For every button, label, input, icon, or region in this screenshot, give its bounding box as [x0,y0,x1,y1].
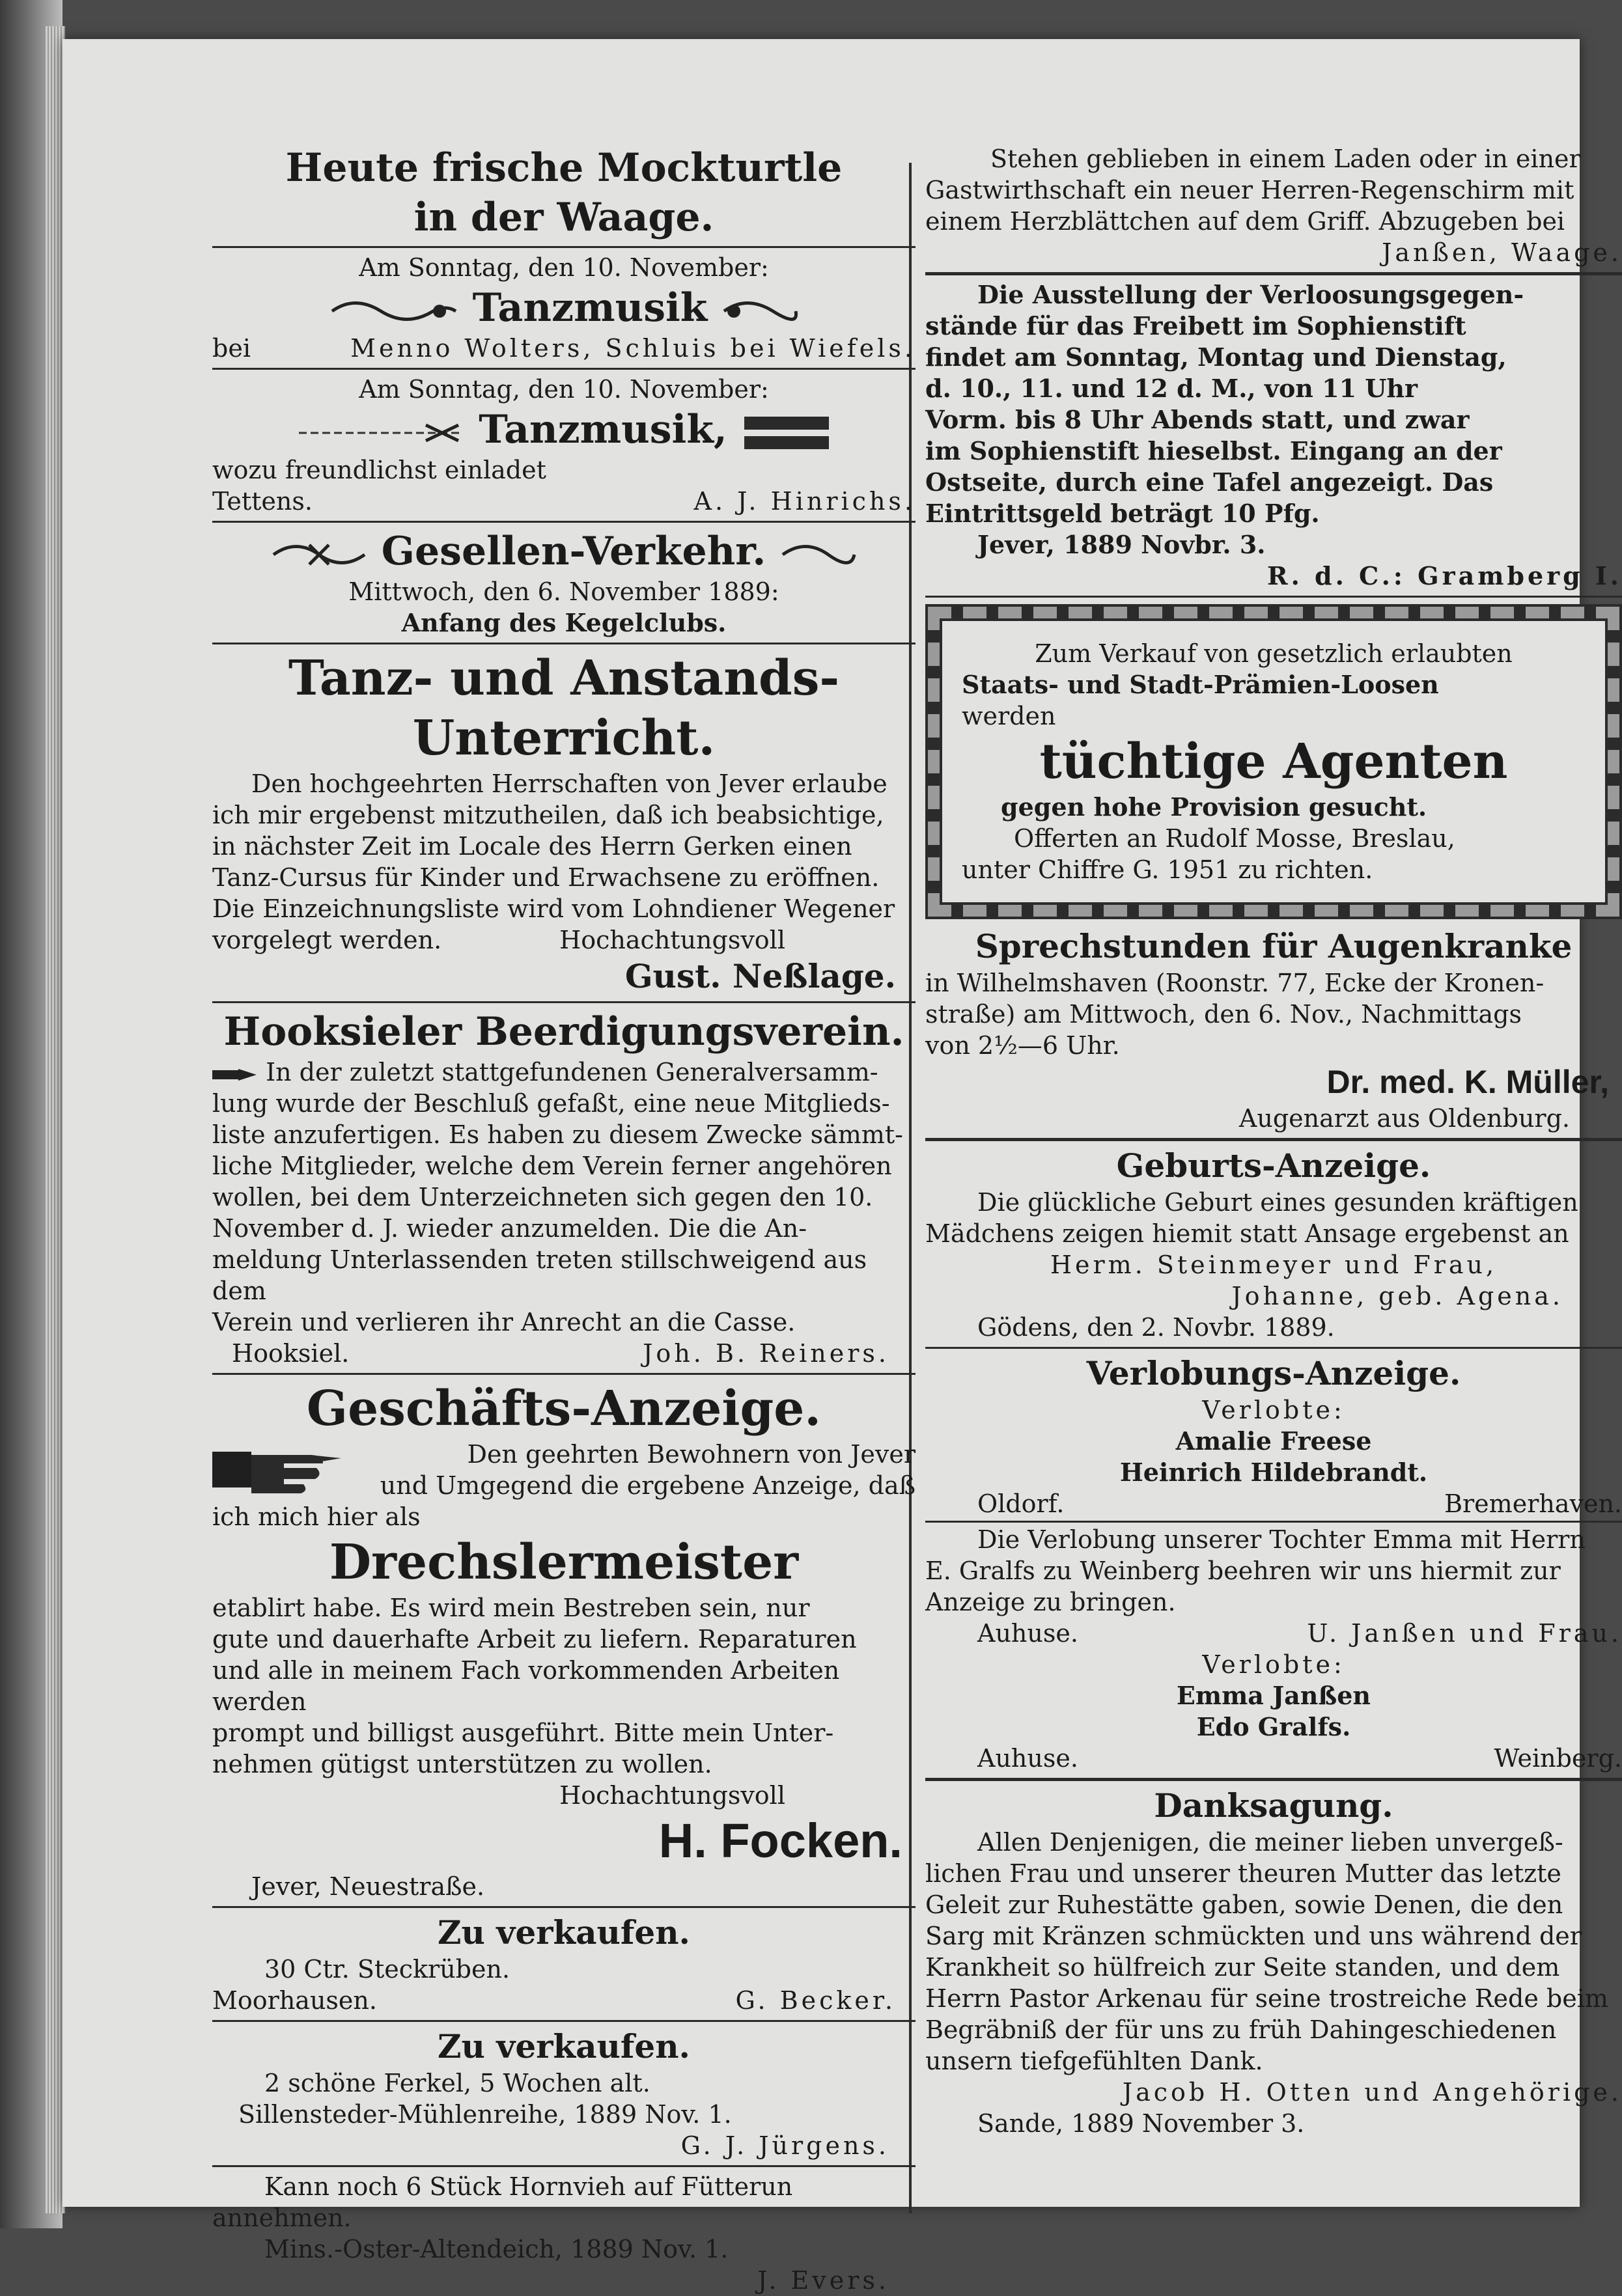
tanzunterricht-line: Den hochgeehrten Herrschaften von Jever erlaube [251,769,888,798]
dank-line: Sarg mit Kränzen schmückten und uns während der [925,1922,1582,1950]
tanzunterricht-line: Tanz-Cursus für Kinder und Erwachsene zu eröffnen. [212,863,880,892]
verlobung-name-2: Heinrich Hildebrandt. [1119,1458,1428,1487]
tanz2-name: A. J. Hinrichs. [693,487,916,516]
ornament-left-icon [296,420,465,446]
geburt-date: Gödens, den 2. Novbr. 1889. [977,1313,1335,1342]
hooksiel-line: liste anzufertigen. Es haben zu diesem Zwecke sämmt- [212,1120,903,1149]
gesellen-date: Mittwoch, den 6. November 1889: [348,577,779,606]
tanz2-invite: wozu freundlichst einladet [212,456,546,484]
ad-augenkranke [925,926,1622,1134]
verlobung-name-4: Edo Gralfs. [1196,1712,1351,1741]
hooksiel-line: In der zuletzt stattgefundenen Generalversamm- [212,1057,916,1088]
hooksiel-line: meldung Unterlassenden treten stillschweigend aus dem [212,1245,867,1305]
verlobung-parents-line [925,1618,1622,1649]
agenten-line-1: Zum Verkauf von gesetzlich erlaubten [1035,639,1513,668]
ad-geburt [925,1145,1622,1343]
ornament-right-icon [741,413,832,452]
geburt-line: Mädchens zeigen hiemit statt Ansage ergebenst an [925,1219,1569,1248]
dank-line: Krankheit so hülfreich zur Seite standen, und dem [925,1953,1560,1982]
rule [212,246,916,248]
verlobung-label-1: Verlobte: [1202,1396,1345,1424]
ornament-right-icon [779,538,858,571]
verlobung-line: Die Verlobung unserer Tochter Emma mit Herrn [977,1525,1586,1554]
geburt-names-1: Herm. Steinmeyer und Frau, [1050,1251,1498,1279]
dank-date: Sande, 1889 November 3. [977,2109,1305,2138]
tanzunterricht-title-2: Unterricht. [412,710,716,766]
hooksiel-place: Hooksiel. [232,1339,350,1368]
agenten-line-4: gegen hohe Provision gesucht. [1001,792,1427,822]
rule [212,2020,916,2022]
verlobung-place-4: Auhuse. [977,1744,1078,1773]
dank-line: lichen Frau und unserer theuren Mutter das letzte [925,1859,1561,1888]
rule [925,1521,1622,1523]
ad-verkauf-juergens [212,2026,916,2161]
ad-ausstellung [925,279,1622,592]
augen-subtitle: Augenarzt aus Oldenburg. [1238,1104,1570,1133]
verlobung-place-3: Auhuse. [977,1619,1078,1648]
verkauf1-name: G. Becker. [735,1986,896,2015]
augen-doctor: Dr. med. K. Müller, [1326,1064,1609,1100]
geschaeft-line: etablirt habe. Es wird mein Bestreben sein, nur [212,1594,810,1622]
rule [925,1778,1622,1781]
tanzunterricht-closing-line [212,924,916,956]
verkauf2-date: Sillensteder-Mühlenreihe, 1889 Nov. 1. [238,2100,732,2129]
rule [212,1906,916,1908]
agenten-line-3: werden [962,702,1056,730]
ornament-left-icon [270,538,368,571]
tanzunterricht-line: ich mir ergebenst mitzutheilen, daß ich beabsichtige, [212,801,884,829]
hornvieh-line-1: Kann noch 6 Stück Hornvieh auf Fütterun [264,2172,793,2201]
rule [212,2165,916,2167]
ausstellung-signature: R. d. C.: Gramberg I. [1266,561,1622,590]
geschaeft-line: und alle in meinem Fach vorkommenden Arbeiten werden [212,1656,840,1716]
geschaeft-intro [212,1439,916,1501]
rule [212,521,916,523]
verkauf1-place: Moorhausen. [212,1986,377,2015]
agenten-line-5: Offerten an Rudolf Mosse, Breslau, [1014,824,1455,853]
ausstellung-line: d. 10., 11. und 12 d. M., von 11 Uhr [925,374,1418,403]
newspaper-page [63,39,1622,2295]
ausstellung-line: Vorm. bis 8 Uhr Abends statt, und zwar [925,405,1470,434]
geschaeft-name: H. Focken. [658,1814,902,1868]
geschaeft-closing: Hochachtungsvoll [559,1781,785,1810]
rule [925,1138,1622,1141]
verkauf2-item: 2 schöne Ferkel, 5 Wochen alt. [264,2069,650,2097]
ad-geschaeft [212,1379,916,1902]
verlobung-line: E. Gralfs zu Weinberg beehren wir uns hiermit zur [925,1556,1561,1585]
geschaeft-intro-1: Den geehrten Bewohnern von Jever [467,1440,916,1469]
dank-line: Begräbniß der für uns zu früh Dahingeschiedenen [925,2015,1557,2044]
tanzunterricht-last-line: vorgelegt werden. [212,926,442,954]
dank-line: Allen Denjenigen, die meiner lieben unvergeß- [977,1828,1563,1857]
schirm-line: Stehen geblieben in einem Laden oder in einer [990,145,1581,173]
ausstellung-line: Ostseite, durch eine Tafel angezeigt. Das [925,467,1494,497]
dank-line: unsern tiefgefühlten Dank. [925,2047,1263,2075]
dank-title: Danksagung. [1154,1786,1393,1825]
hornvieh-line-2: annehmen. [212,2204,352,2232]
verlobung-places-1 [925,1488,1622,1519]
agenten-title: tüchtige Agenten [1039,734,1508,790]
hooksiel-line: November d. J. wieder anzumelden. Die die An- [212,1214,807,1243]
hooksiel-line: wollen, bei dem Unterzeichneten sich gegen den 10. [212,1183,873,1211]
hooksiel-title: Hooksieler Beerdigungsverein. [223,1009,904,1055]
tanzunterricht-signature: Gust. Neßlage. [624,957,896,995]
ad-verlobung [925,1353,1622,1774]
agenten-line-6: unter Chiffre G. 1951 zu richten. [962,855,1373,884]
gesellen-event: Anfang des Kegelclubs. [401,608,727,637]
geburt-line: Die glückliche Geburt eines gesunden kräftigen [977,1188,1578,1217]
ausstellung-line: im Sophienstift hieselbst. Eingang an der [925,436,1502,465]
verlobung-name-1: Amalie Freese [1175,1426,1372,1456]
verkauf1-sign-line [212,1985,916,2016]
ad-hornvieh [212,2171,916,2296]
ausstellung-line: Eintrittsgeld beträgt 10 Pfg. [925,499,1320,528]
schirm-signature: Janßen, Waage. [1382,238,1622,267]
ad-verkauf-becker [212,1912,916,2016]
gesellen-title: Gesellen-Verkehr. [381,529,766,574]
augen-line: straße) am Mittwoch, den 6. Nov., Nachmittags [925,1000,1522,1029]
verlobung-place-2: Bremerhaven. [1444,1489,1622,1518]
geschaeft-line: gute und dauerhafte Arbeit zu liefern. Reparaturen [212,1625,857,1653]
tanz2-title: Tanzmusik, [479,407,727,452]
schirm-line: Gastwirthschaft ein neuer Herren-Regenschirm mit [925,176,1574,204]
ornament-left-icon [329,295,459,327]
dank-line: Herrn Pastor Arkenau für seine trostreiche Rede beim [925,1984,1608,2013]
ad-hooksiel [212,1007,916,1369]
hooksiel-sign-line [212,1338,916,1369]
geschaeft-address: Jever, Neuestraße. [251,1872,485,1901]
geschaeft-intro-2: und Umgegend die ergebene Anzeige, daß [380,1471,916,1500]
geburt-names-2: Johanne, geb. Agena. [1231,1282,1563,1310]
geschaeft-line: nehmen gütigst unterstützen zu wollen. [212,1750,712,1778]
rule [925,596,1622,598]
tanz1-title: Tanzmusik [472,285,708,331]
verlobung-parents: U. Janßen und Frau. [1307,1619,1622,1648]
verkauf1-item: 30 Ctr. Steckrüben. [264,1955,510,1984]
verlobung-place-5: Weinberg. [1494,1744,1622,1773]
tanz1-bei: bei [212,334,251,363]
tanz1-host: Menno Wolters, Schluis bei Wiefels. [350,334,916,363]
tanz2-sign-line [212,486,916,517]
ad-regenschirm [925,143,1622,268]
dank-line: Geleit zur Ruhestätte gaben, sowie Denen, die den [925,1890,1563,1919]
tanzunterricht-line: Die Einzeichnungsliste wird vom Lohndiener Wegener [212,894,895,923]
verlobung-place-1: Oldorf. [977,1489,1065,1518]
right-column [925,143,1622,2139]
agenten-line-2: Staats- und Stadt-Prämien-Loosen [962,670,1439,699]
verlobung-places-2 [925,1743,1622,1774]
tanzunterricht-line: in nächster Zeit im Locale des Herrn Gerken einen [212,832,852,861]
rule [212,1373,916,1375]
hornvieh-date: Mins.-Oster-Altendeich, 1889 Nov. 1. [264,2235,729,2263]
pointing-hand-icon [212,1066,258,1083]
rule [925,1347,1622,1349]
tanz1-host-line [212,333,916,364]
tanzunterricht-closing: Hochachtungsvoll [559,926,785,954]
rule [212,368,916,370]
ausstellung-line: stände für das Freibett im Sophienstift [925,311,1466,340]
ad-danksagung [925,1785,1622,2139]
gesellen-title-line [212,527,916,576]
augen-line: von 2½—6 Uhr. [925,1031,1120,1060]
dank-signature: Jacob H. Otten und Angehörige. [1122,2078,1622,2107]
ad-agenten [925,604,1622,919]
augen-line: in Wilhelmshaven (Roonstr. 77, Ecke der Kronen- [925,969,1545,997]
pointing-hand-icon [212,1439,343,1497]
ausstellung-line: findet am Sonntag, Montag und Dienstag, [925,342,1507,372]
verlobung-label-2: Verlobte: [1202,1650,1345,1679]
hooksiel-signature: Joh. B. Reiners. [643,1339,889,1368]
ad-mockturtle [212,143,916,242]
tanz1-title-line [212,283,916,333]
rule [212,1001,916,1003]
ad-tanzmusik-hinrichs [212,374,916,517]
verkauf2-title: Zu verkaufen. [438,2027,690,2066]
hooksiel-line: liche Mitglieder, welche dem Verein ferner angehören [212,1152,892,1180]
tanz2-title-line [212,405,916,454]
ausstellung-date: Jever, 1889 Novbr. 3. [977,530,1266,559]
ad-tanzunterricht [212,648,916,997]
left-column [212,143,916,2296]
mockturtle-headline: Heute frische Mockturtle [285,145,843,191]
rule [212,643,916,644]
mockturtle-place: in der Waage. [413,195,714,240]
augen-title: Sprechstunden für Augenkranke [975,927,1573,965]
verlobung-name-3: Emma Janßen [1176,1681,1371,1710]
geschaeft-trade: Drechslermeister [329,1534,799,1590]
rule [925,272,1622,275]
hooksiel-line: lung wurde der Beschluß gefaßt, eine neue Mitglieds- [212,1089,890,1118]
ad-tanzmusik-wolters [212,252,916,364]
tanz2-place: Tettens. [212,487,313,516]
verlobung-title: Verlobungs-Anzeige. [1086,1354,1461,1392]
geschaeft-title: Geschäfts-Anzeige. [306,1381,822,1437]
verkauf2-name: G. J. Jürgens. [680,2131,889,2160]
ausstellung-line: Die Ausstellung der Verloosungsgegen- [977,280,1524,309]
hornvieh-name: J. Evers. [757,2266,889,2295]
tanz1-date: Am Sonntag, den 10. November: [359,253,769,282]
geschaeft-line: prompt und billigst ausgeführt. Bitte mein Unter- [212,1719,834,1747]
tanz2-date: Am Sonntag, den 10. November: [359,375,769,404]
hooksiel-line: Verein und verlieren ihr Anrecht an die Casse. [212,1308,796,1336]
verkauf1-title: Zu verkaufen. [438,1913,690,1952]
ad-gesellen [212,527,916,639]
schirm-line: einem Herzblättchen auf dem Griff. Abzugeben bei [925,207,1565,236]
verlobung-line: Anzeige zu bringen. [925,1588,1176,1616]
tanzunterricht-title-1: Tanz- und Anstands- [288,650,840,706]
geburt-title: Geburts-Anzeige. [1116,1146,1431,1185]
ornament-right-icon [721,295,799,327]
geschaeft-intro-3: ich mich hier als [212,1502,421,1531]
